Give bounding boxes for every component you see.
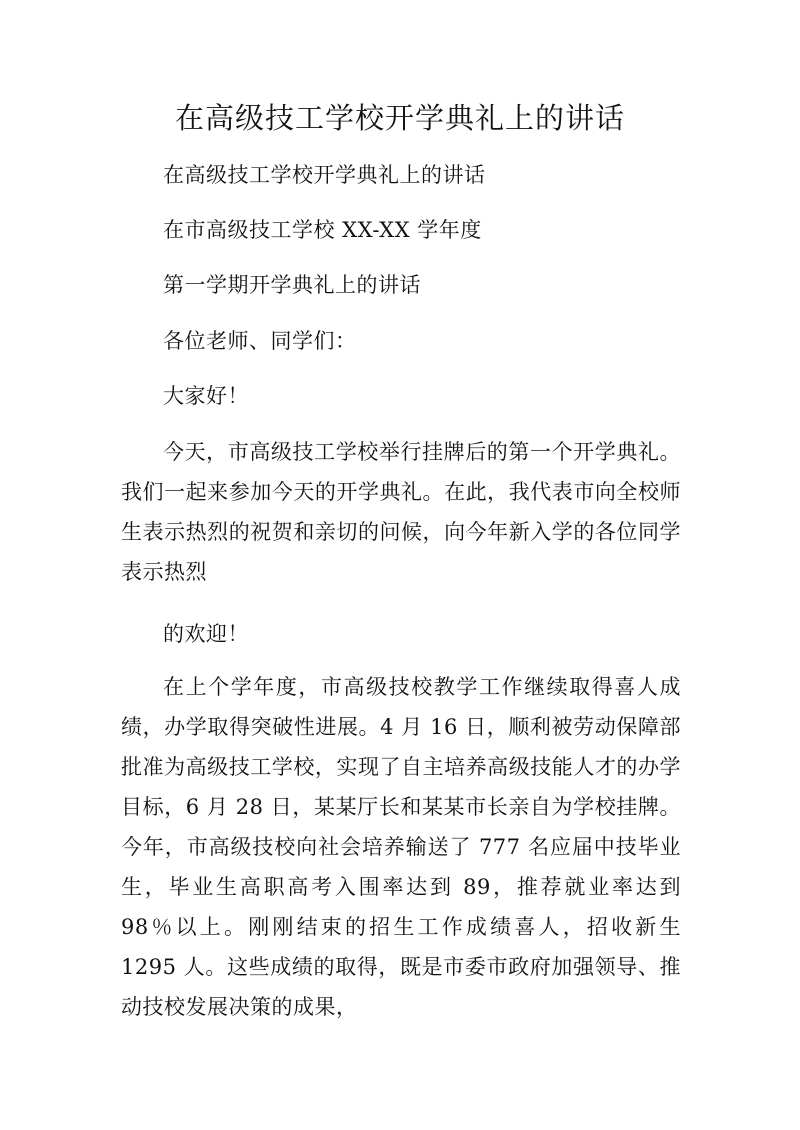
body-paragraph-1: 今天，市高级技工学校举行挂牌后的第一个开学典礼。我们一起来参加今天的开学典礼。在此，我代表市向全校师生表示热烈的祝贺和亲切的问候，向今年新入学的各位同学表示热烈	[121, 440, 681, 584]
salutation-line: 各位老师、同学们：	[163, 329, 357, 353]
body-paragraph-3: 在上个学年度，市高级技校教学工作继续取得喜人成绩，办学取得突破性进展。4 月 16 日，顺利被劳动保障部批准为高级技工学校，实现了自主培养高级技能人才的办学目标，6 月 28 日，某某厅长和某某市长亲自为学校挂牌。今年，市高级技校向社会培养输送了 777 名应届中技毕业生，毕业生高职高考入围率达到 89，推荐就业率达到 98％以上。刚刚结束的招生工作成绩喜人，招收新生 1295 人。这些成绩的取得，既是市委市政府加强领导、推动技校发展决策的成果，	[121, 675, 681, 1019]
document-title: 在高级技工学校开学典礼上的讲话	[174, 101, 625, 135]
subtitle-line: 在高级技工学校开学典礼上的讲话	[163, 163, 486, 187]
body-paragraph-2: 的欢迎！	[163, 622, 249, 646]
greeting-line: 大家好！	[163, 384, 249, 408]
semester-line: 第一学期开学典礼上的讲话	[163, 273, 421, 297]
school-year-line: 在市高级技工学校 XX-XX 学年度	[163, 218, 482, 242]
